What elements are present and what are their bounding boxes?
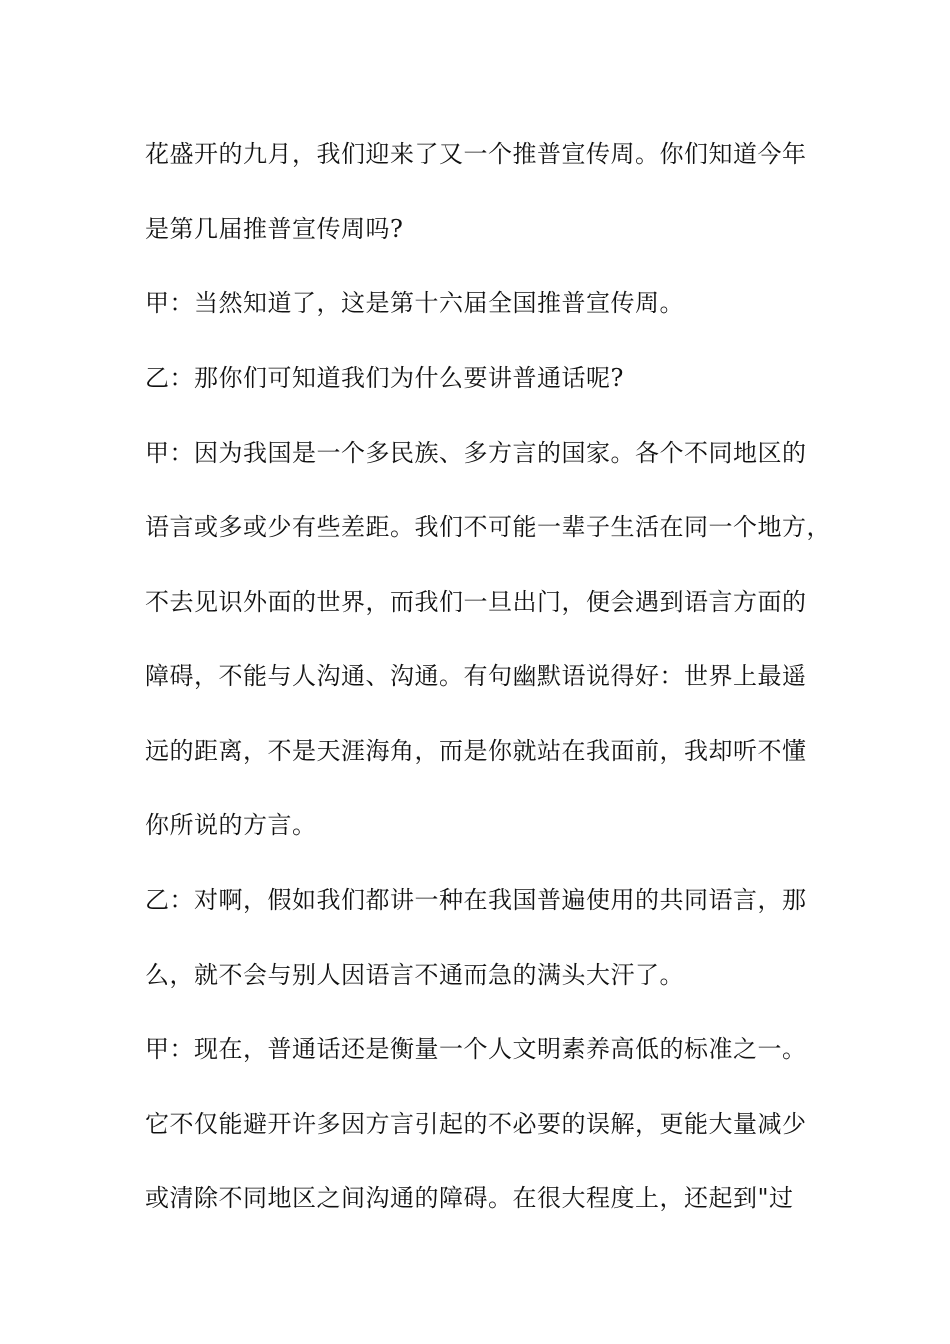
text-line: 你所说的方言。 — [145, 811, 317, 839]
text-line: 它不仅能避开许多因方言引起的不必要的误解，更能大量减少 — [145, 1110, 807, 1138]
text-line: 语言或多或少有些差距。我们不可能一辈子生活在同一个地方， — [145, 513, 831, 541]
text-line: 乙：对啊，假如我们都讲一种在我国普遍使用的共同语言，那 — [145, 886, 807, 914]
text-line: 远的距离，不是天涯海角，而是你就站在我面前，我却听不懂 — [145, 737, 807, 765]
text-line: 障碍，不能与人沟通、沟通。有句幽默语说得好：世界上最遥 — [145, 662, 807, 690]
text-line: 么，就不会与别人因语言不通而急的满头大汗了。 — [145, 961, 684, 989]
text-line: 或清除不同地区之间沟通的障碍。在很大程度上，还起到"过 — [145, 1184, 794, 1212]
text-line: 是第几届推普宣传周吗? — [145, 215, 404, 243]
text-line: 甲：因为我国是一个多民族、多方言的国家。各个不同地区的 — [145, 439, 807, 467]
text-line: 乙：那你们可知道我们为什么要讲普通话呢? — [145, 364, 624, 392]
text-line: 不去见识外面的世界，而我们一旦出门，便会遇到语言方面的 — [145, 588, 807, 616]
text-line: 甲：现在，普通话还是衡量一个人文明素养高低的标准之一。 — [145, 1035, 807, 1063]
text-line: 花盛开的九月，我们迎来了又一个推普宣传周。你们知道今年 — [145, 140, 807, 168]
text-line: 甲：当然知道了，这是第十六届全国推普宣传周。 — [145, 289, 684, 317]
